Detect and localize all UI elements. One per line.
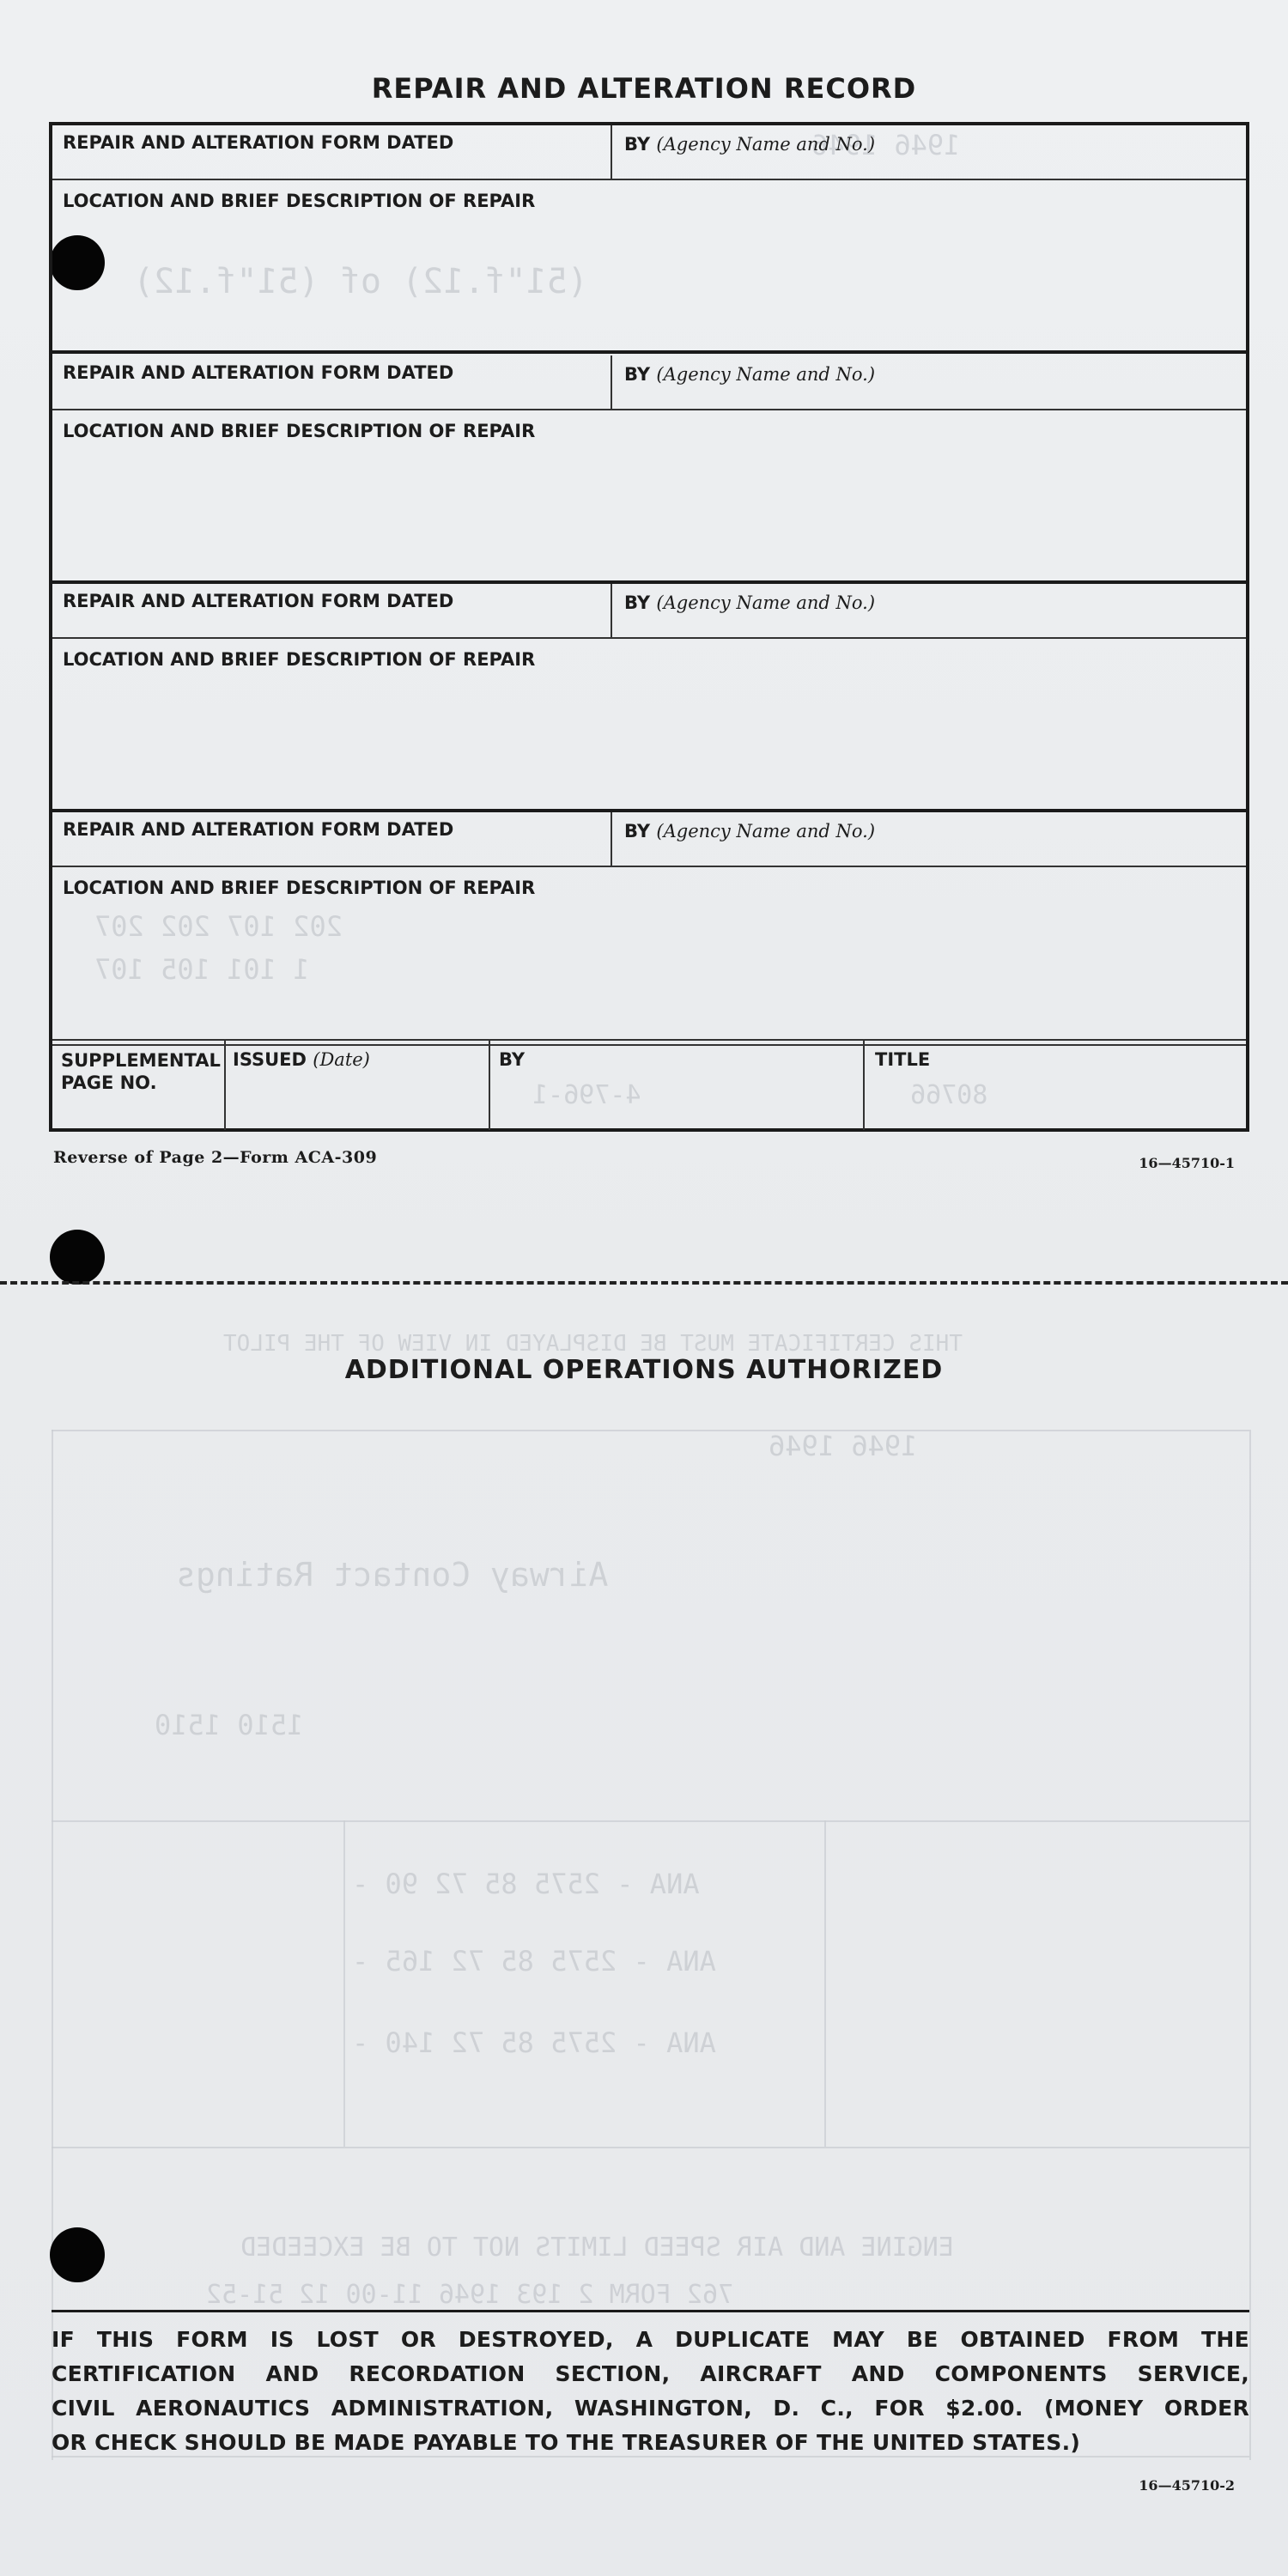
bleed-through-rule <box>1249 1430 1251 2460</box>
by-agency-label: BY (Agency Name and No.) <box>624 821 876 841</box>
notice-line: CIVIL AERONAUTICS ADMINISTRATION, WASHINGTON, D. C., FOR $2.00. (MONEY ORDER <box>52 2396 1249 2421</box>
bleed-through-text: Airway Contact Ratings <box>176 1556 609 1594</box>
by-agency-label: BY (Agency Name and No.) <box>624 592 876 613</box>
repair-section-1 <box>52 125 1246 354</box>
repair-section-4 <box>52 812 1246 1041</box>
supplemental-page-label: SUPPLEMENTAL PAGE NO. <box>61 1050 221 1093</box>
issued-date-label: ISSUED (Date) <box>233 1049 370 1070</box>
by-agency-label: BY (Agency Name and No.) <box>624 364 876 385</box>
print-code: 16—45710-2 <box>1139 2477 1235 2494</box>
repair-record-title: REPAIR AND ALTERATION RECORD <box>371 72 917 105</box>
form-dated-label: REPAIR AND ALTERATION FORM DATED <box>63 362 454 383</box>
location-description-label: LOCATION AND BRIEF DESCRIPTION OF REPAIR <box>63 649 536 670</box>
location-description-label: LOCATION AND BRIEF DESCRIPTION OF REPAIR <box>63 421 536 441</box>
bleed-through-text: 1 101 105 107 <box>94 953 310 986</box>
form-dated-label: REPAIR AND ALTERATION FORM DATED <box>63 132 454 153</box>
repair-record-frame <box>49 122 1249 1132</box>
bleed-through-text: ANA - 2575 85 72 165 - <box>352 1945 716 1978</box>
bleed-through-text: THIS CERTIFICATE MUST BE DISPLAYED IN VIEW OF THE PILOT <box>223 1331 963 1357</box>
print-code: 16—45710-1 <box>1139 1155 1235 1171</box>
bleed-through-rule <box>52 1820 1249 1822</box>
lost-form-notice <box>52 2310 1249 2460</box>
additional-operations-title: ADDITIONAL OPERATIONS AUTHORIZED <box>344 1355 944 1385</box>
title-label: TITLE <box>875 1049 931 1070</box>
form-dated-label: REPAIR AND ALTERATION FORM DATED <box>63 591 454 611</box>
bleed-through-text: 1510 1510 <box>155 1709 304 1741</box>
bleed-through-rule <box>52 2147 1249 2148</box>
perforation-line <box>0 1281 1288 1285</box>
bleed-through-text: ANA - 2575 85 72 140 - <box>352 2026 716 2059</box>
supplemental-row <box>52 1039 1246 1128</box>
bleed-through-text: 1946 1946 <box>769 1430 918 1462</box>
issued-by-label: BY <box>499 1049 526 1070</box>
bleed-through-rule <box>343 1820 345 2147</box>
bleed-through-rule <box>824 1820 826 2147</box>
notice-line: CERTIFICATION AND RECORDATION SECTION, AIRCRAFT AND COMPONENTS SERVICE, <box>52 2361 1249 2386</box>
bleed-through-text: 80766 <box>910 1080 988 1110</box>
bleed-through-rule <box>52 1430 1249 1431</box>
bleed-through-text: ANA - 2575 85 72 90 - <box>352 1868 700 1900</box>
by-agency-label: BY (Agency Name and No.) <box>624 134 876 155</box>
bleed-through-rule <box>52 1430 53 2460</box>
bleed-through-text: 4-796-1 <box>532 1080 641 1110</box>
notice-line: IF THIS FORM IS LOST OR DESTROYED, A DUPLICATE MAY BE OBTAINED FROM THE <box>52 2327 1249 2352</box>
form-dated-label: REPAIR AND ALTERATION FORM DATED <box>63 819 454 840</box>
location-description-label: LOCATION AND BRIEF DESCRIPTION OF REPAIR <box>63 191 536 211</box>
bleed-through-text: 1946 1946 <box>811 129 961 161</box>
bleed-through-text: 202 107 202 207 <box>94 910 343 943</box>
repair-section-2 <box>52 355 1246 584</box>
punch-hole <box>50 2227 105 2282</box>
repair-section-3 <box>52 584 1246 812</box>
location-description-label: LOCATION AND BRIEF DESCRIPTION OF REPAIR <box>63 878 536 898</box>
notice-line: OR CHECK SHOULD BE MADE PAYABLE TO THE TREASURER OF THE UNITED STATES.) <box>52 2430 1081 2455</box>
bleed-through-text: (51"f.12) of (51"f.12) <box>133 262 588 301</box>
form-reference: Reverse of Page 2—Form ACA-309 <box>53 1148 378 1167</box>
bleed-through-text: 762 FORM 2 193 1946 11-00 12 51-52 <box>206 2280 734 2310</box>
bleed-through-text: ENGINE AND AIR SPEED LIMITS NOT TO BE EXCEEDED <box>240 2233 954 2263</box>
punch-hole <box>50 1230 105 1285</box>
